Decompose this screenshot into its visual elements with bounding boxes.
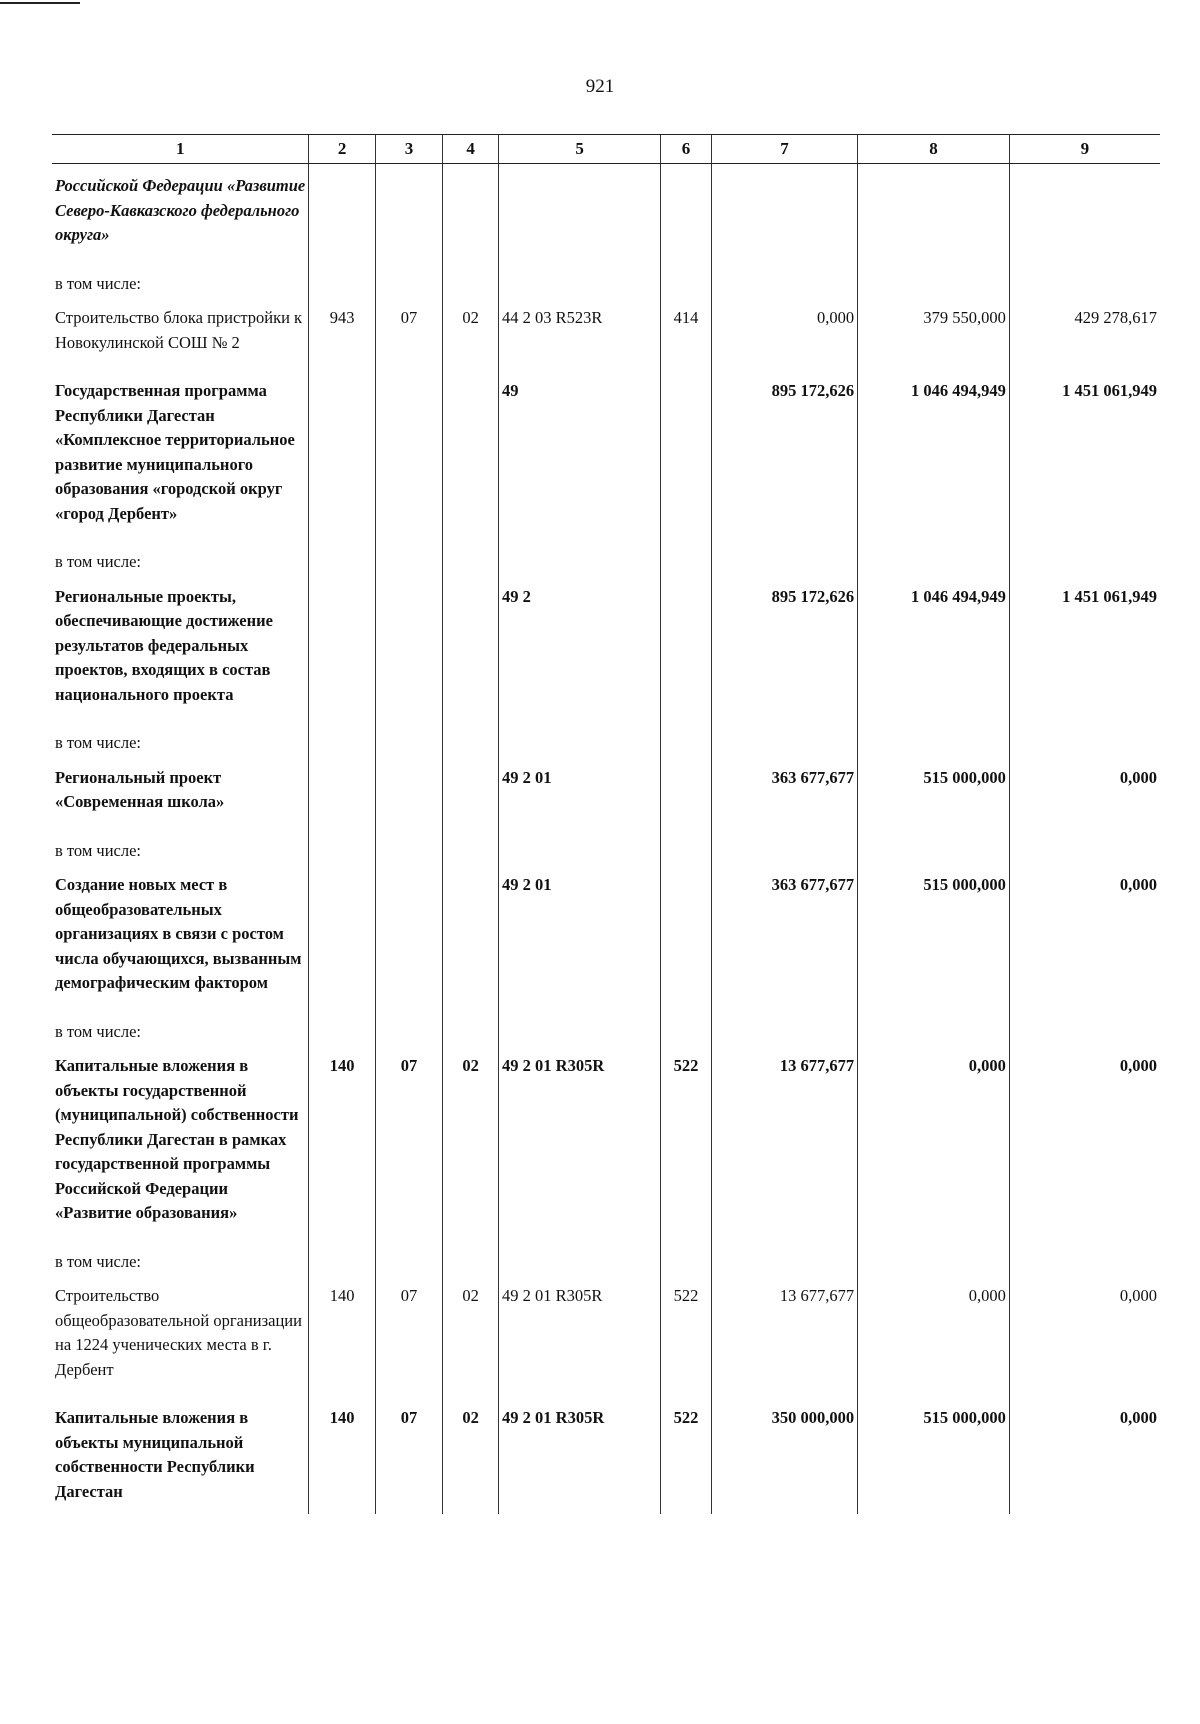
row-name-cell: Государственная программа Республики Дагестан «Комплексное территориальное развитие муниципального образования «городской округ «город Дербент» [55, 381, 295, 523]
cell-col6 [661, 379, 712, 550]
cell-col2: 140 [309, 1406, 375, 1514]
cell-col2 [309, 550, 375, 585]
cell-col6: 522 [661, 1284, 712, 1406]
cell-col3: 07 [375, 1284, 442, 1406]
cell-col2 [309, 1020, 375, 1055]
cell-col6 [661, 1250, 712, 1285]
cell-col5-code: 49 2 01 R305R [499, 1054, 661, 1250]
cell-col9-amount: 0,000 [1009, 1284, 1160, 1406]
cell-col4 [443, 550, 499, 585]
cell-col5-code: 49 2 01 [499, 873, 661, 1020]
cell-col2: 943 [309, 306, 375, 379]
table-row [52, 839, 1160, 874]
cell-col8-amount [858, 839, 1010, 874]
cell-col9-amount [1009, 272, 1160, 307]
cell-col3 [375, 379, 442, 550]
cell-col9-amount: 1 451 061,949 [1009, 585, 1160, 732]
cell-col4 [443, 1250, 499, 1285]
row-name-cell: в том числе: [55, 273, 142, 293]
cell-col2 [309, 873, 375, 1020]
column-header: 5 [499, 135, 661, 164]
cell-col4: 02 [443, 1406, 499, 1514]
cell-col8-amount: 515 000,000 [858, 1406, 1010, 1514]
row-name-cell: Строительство общеобразовательной организации на 1224 ученических места в г. Дербент [55, 1286, 302, 1379]
cell-col2 [309, 272, 375, 307]
cell-col6 [661, 585, 712, 732]
column-header: 7 [711, 135, 857, 164]
column-header: 3 [375, 135, 442, 164]
cell-col7-amount: 13 677,677 [711, 1054, 857, 1250]
cell-col7-amount: 363 677,677 [711, 873, 857, 1020]
table-row [52, 585, 1160, 732]
column-header: 4 [443, 135, 499, 164]
cell-col4 [443, 379, 499, 550]
cell-col3 [375, 839, 442, 874]
cell-col6 [661, 839, 712, 874]
row-name-cell: Региональные проекты, обеспечивающие достижение результатов федеральных проектов, входящих в состав национального проекта [55, 586, 273, 704]
cell-col4: 02 [443, 1054, 499, 1250]
cell-col6: 414 [661, 306, 712, 379]
table-body [52, 164, 1160, 1515]
cell-col3 [375, 585, 442, 732]
cell-col8-amount: 0,000 [858, 1054, 1010, 1250]
cell-col7-amount: 13 677,677 [711, 1284, 857, 1406]
cell-col5-code [499, 731, 661, 766]
row-name-cell: Капитальные вложения в объекты государственной (муниципальной) собственности Республики Дагестан в рамках государственной программы Российской Федерации «Развитие образования» [55, 1056, 299, 1222]
cell-col2 [309, 379, 375, 550]
cell-col9-amount [1009, 1020, 1160, 1055]
row-name-cell: Региональный проект «Современная школа» [55, 767, 225, 811]
cell-col3 [375, 550, 442, 585]
row-name-cell: Капитальные вложения в объекты муниципальной собственности Республики Дагестан [55, 1408, 255, 1501]
cell-col6: 522 [661, 1054, 712, 1250]
column-header: 2 [309, 135, 375, 164]
cell-col9-amount: 0,000 [1009, 873, 1160, 1020]
cell-col3 [375, 1020, 442, 1055]
cell-col7-amount [711, 1250, 857, 1285]
cell-col8-amount: 515 000,000 [858, 766, 1010, 839]
cell-col6 [661, 731, 712, 766]
cell-col4 [443, 873, 499, 1020]
cell-col2 [309, 164, 375, 272]
row-name-cell: в том числе: [55, 552, 142, 571]
cell-col7-amount [711, 272, 857, 307]
cell-col5-code: 49 2 [499, 585, 661, 732]
cell-col2: 140 [309, 1054, 375, 1250]
table-row [52, 1250, 1160, 1285]
budget-table [52, 134, 1160, 1514]
table-row [52, 1284, 1160, 1406]
cell-col5-code: 49 2 01 [499, 766, 661, 839]
cell-col7-amount [711, 839, 857, 874]
table-header-row [52, 135, 1160, 164]
cell-col8-amount [858, 731, 1010, 766]
column-header: 9 [1009, 135, 1160, 164]
cell-col7-amount [711, 731, 857, 766]
table-row [52, 731, 1160, 766]
cell-col3 [375, 272, 442, 307]
cell-col9-amount: 0,000 [1009, 766, 1160, 839]
cell-col6 [661, 766, 712, 839]
cell-col4: 02 [443, 306, 499, 379]
table-row [52, 1020, 1160, 1055]
table-row [52, 1054, 1160, 1250]
cell-col5-code: 44 2 03 R523R [499, 306, 661, 379]
cell-col9-amount [1009, 550, 1160, 585]
cell-col7-amount [711, 164, 857, 272]
cell-col3 [375, 164, 442, 272]
cell-col4: 02 [443, 1284, 499, 1406]
table-row [52, 766, 1160, 839]
cell-col2 [309, 839, 375, 874]
row-name-cell: Российской Федерации «Развитие Северо-Кавказского федерального округа» [55, 176, 306, 244]
row-name-cell: в том числе: [55, 733, 142, 752]
cell-col3: 07 [375, 306, 442, 379]
cell-col4 [443, 164, 499, 272]
cell-col5-code [499, 839, 661, 874]
cell-col8-amount: 0,000 [858, 1284, 1010, 1406]
page-number: 921 [585, 76, 615, 97]
cell-col3 [375, 873, 442, 1020]
cell-col3: 07 [375, 1054, 442, 1250]
cell-col5-code: 49 [499, 379, 661, 550]
cell-col5-code: 49 2 01 R305R [499, 1284, 661, 1406]
column-header: 1 [52, 135, 309, 164]
row-name-cell: в том числе: [55, 1251, 142, 1271]
cell-col9-amount [1009, 164, 1160, 272]
cell-col3 [375, 766, 442, 839]
cell-col9-amount [1009, 731, 1160, 766]
cell-col2 [309, 1250, 375, 1285]
cell-col8-amount [858, 272, 1010, 307]
table-row [52, 379, 1160, 550]
cell-col2 [309, 766, 375, 839]
cell-col9-amount [1009, 1250, 1160, 1285]
cell-col6: 522 [661, 1406, 712, 1514]
cell-col8-amount: 1 046 494,949 [858, 585, 1010, 732]
cell-col3 [375, 731, 442, 766]
cell-col8-amount: 379 550,000 [858, 306, 1010, 379]
cell-col7-amount: 363 677,677 [711, 766, 857, 839]
cell-col5-code: 49 2 01 R305R [499, 1406, 661, 1514]
cell-col2 [309, 731, 375, 766]
cell-col5-code [499, 164, 661, 272]
cell-col5-code [499, 550, 661, 585]
cell-col3: 07 [375, 1406, 442, 1514]
cell-col7-amount: 350 000,000 [711, 1406, 857, 1514]
cell-col7-amount [711, 550, 857, 585]
cell-col9-amount: 0,000 [1009, 1054, 1160, 1250]
table-row [52, 164, 1160, 272]
cell-col6 [661, 1020, 712, 1055]
cell-col5-code [499, 272, 661, 307]
column-header: 8 [858, 135, 1010, 164]
row-name-cell: Создание новых мест в общеобразовательных организациях в связи с ростом числа обучающихся, вызванным демографическим фактором [55, 875, 302, 992]
cell-col7-amount [711, 1020, 857, 1055]
cell-col4 [443, 766, 499, 839]
cell-col5-code [499, 1250, 661, 1285]
row-name-cell: в том числе: [55, 840, 142, 860]
cell-col6 [661, 873, 712, 1020]
table-row [52, 306, 1160, 379]
row-name-cell: Строительство блока пристройки к Новокулинской СОШ № 2 [55, 308, 303, 352]
cell-col6 [661, 164, 712, 272]
table-row [52, 272, 1160, 307]
cell-col7-amount: 0,000 [711, 306, 857, 379]
table-row [52, 1406, 1160, 1514]
cell-col4 [443, 731, 499, 766]
cell-col6 [661, 550, 712, 585]
column-header: 6 [661, 135, 712, 164]
cell-col7-amount: 895 172,626 [711, 585, 857, 732]
table-row [52, 550, 1160, 585]
cell-col8-amount [858, 164, 1010, 272]
table-row [52, 873, 1160, 1020]
cell-col8-amount: 515 000,000 [858, 873, 1010, 1020]
cell-col9-amount: 429 278,617 [1009, 306, 1160, 379]
cell-col8-amount: 1 046 494,949 [858, 379, 1010, 550]
cell-col2: 140 [309, 1284, 375, 1406]
cell-col7-amount: 895 172,626 [711, 379, 857, 550]
cell-col3 [375, 1250, 442, 1285]
cell-col9-amount: 0,000 [1009, 1406, 1160, 1514]
row-name-cell: в том числе: [55, 1021, 142, 1041]
cell-col9-amount [1009, 839, 1160, 874]
cell-col6 [661, 272, 712, 307]
cell-col8-amount [858, 1250, 1010, 1285]
cell-col4 [443, 839, 499, 874]
cell-col4 [443, 272, 499, 307]
cell-col2 [309, 585, 375, 732]
cell-col5-code [499, 1020, 661, 1055]
cell-col9-amount: 1 451 061,949 [1009, 379, 1160, 550]
cell-col4 [443, 585, 499, 732]
cell-col8-amount [858, 1020, 1010, 1055]
top-rule [0, 2, 80, 4]
cell-col8-amount [858, 550, 1010, 585]
cell-col4 [443, 1020, 499, 1055]
